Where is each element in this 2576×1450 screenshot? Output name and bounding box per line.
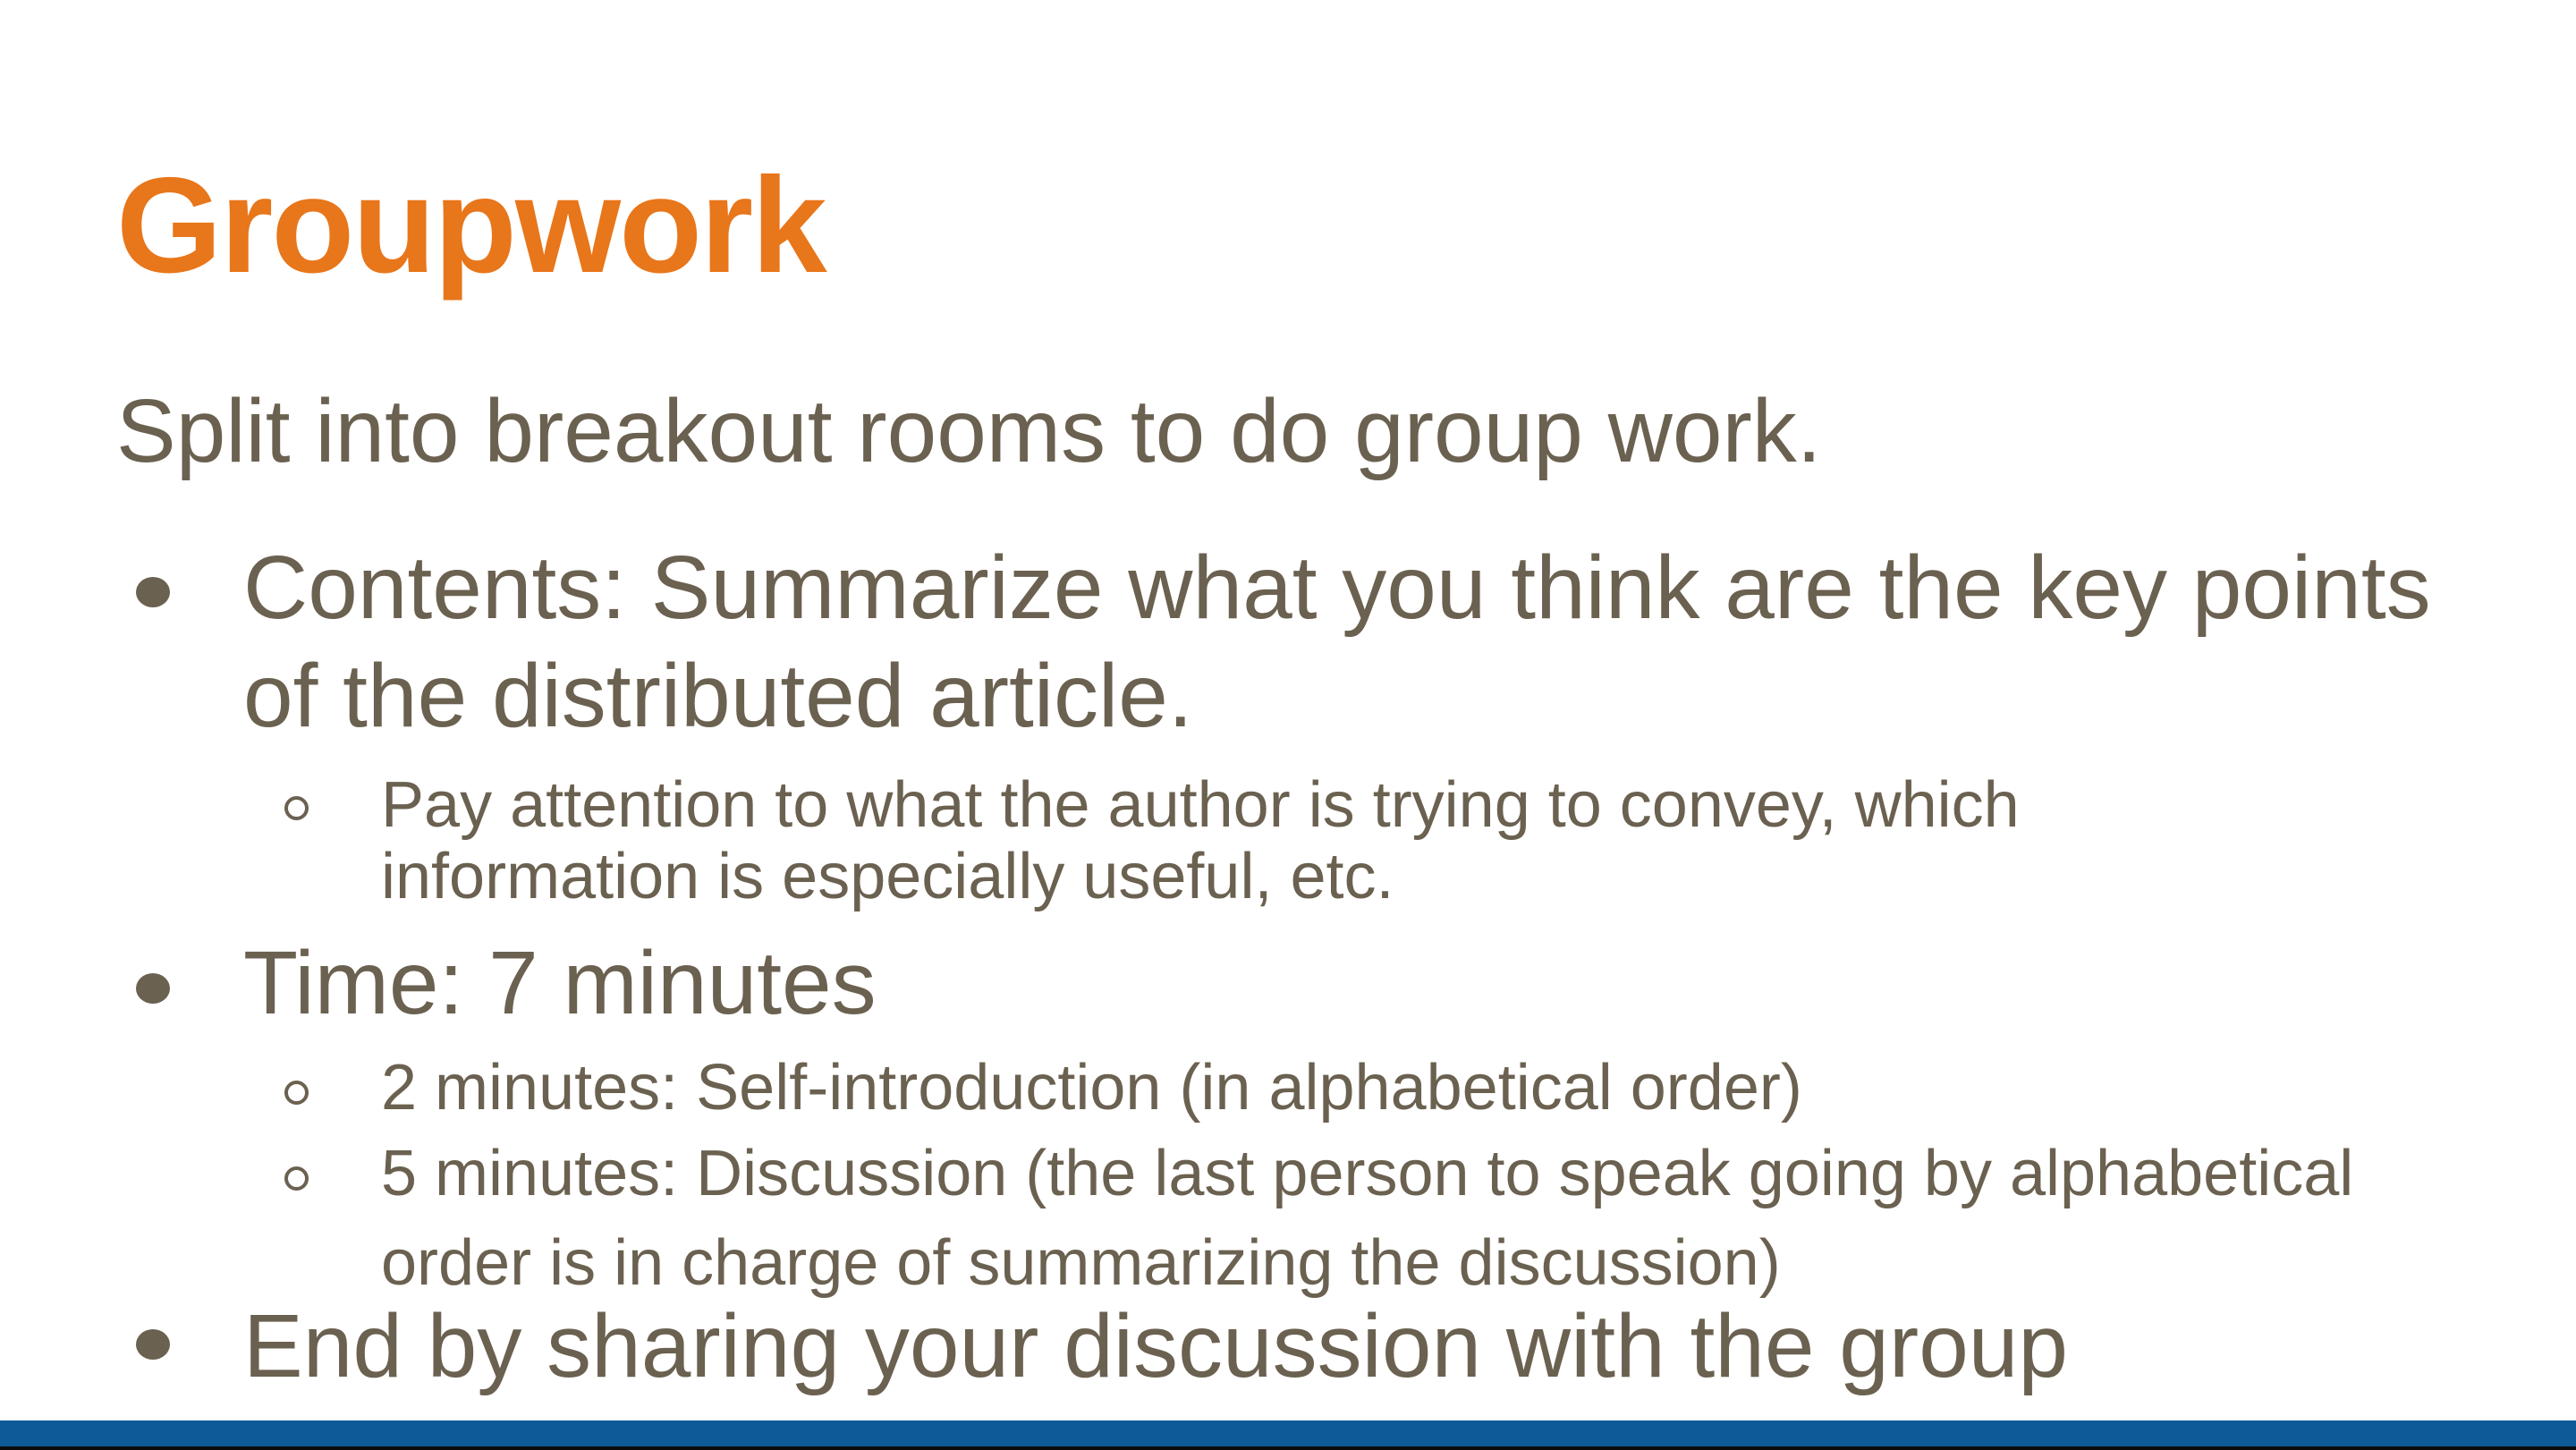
sub-bullet-circle-icon — [284, 1166, 309, 1191]
intro-text: Split into breakout rooms to do group work. — [116, 381, 1822, 481]
bullet-line: of the distributed article. — [243, 646, 1193, 746]
bullet-dot-icon — [136, 973, 170, 1004]
footer-bottom-line — [0, 1446, 2576, 1450]
sub-bullet-circle-icon — [284, 796, 309, 820]
sub-bullet-line: order is in charge of summarizing the discussion) — [381, 1227, 1781, 1299]
slide-title: Groupwork — [116, 149, 826, 301]
sub-bullet-circle-icon — [284, 1081, 309, 1105]
footer-accent-bar — [0, 1420, 2576, 1446]
sub-bullet-line: 5 minutes: Discussion (the last person to speak going by alphabetical — [381, 1138, 2354, 1209]
bullet-line: End by sharing your discussion with the group — [243, 1296, 2069, 1396]
sub-bullet-line: information is especially useful, etc. — [381, 841, 1394, 912]
sub-bullet-line: Pay attention to what the author is trying to convey, which — [381, 769, 2020, 841]
bullet-dot-icon — [136, 577, 170, 607]
sub-bullet-line: 2 minutes: Self-introduction (in alphabetical order) — [381, 1052, 1802, 1124]
bullet-dot-icon — [136, 1329, 170, 1360]
bullet-line: Contents: Summarize what you think are the key points — [243, 538, 2431, 638]
bullet-line: Time: 7 minutes — [243, 933, 877, 1033]
